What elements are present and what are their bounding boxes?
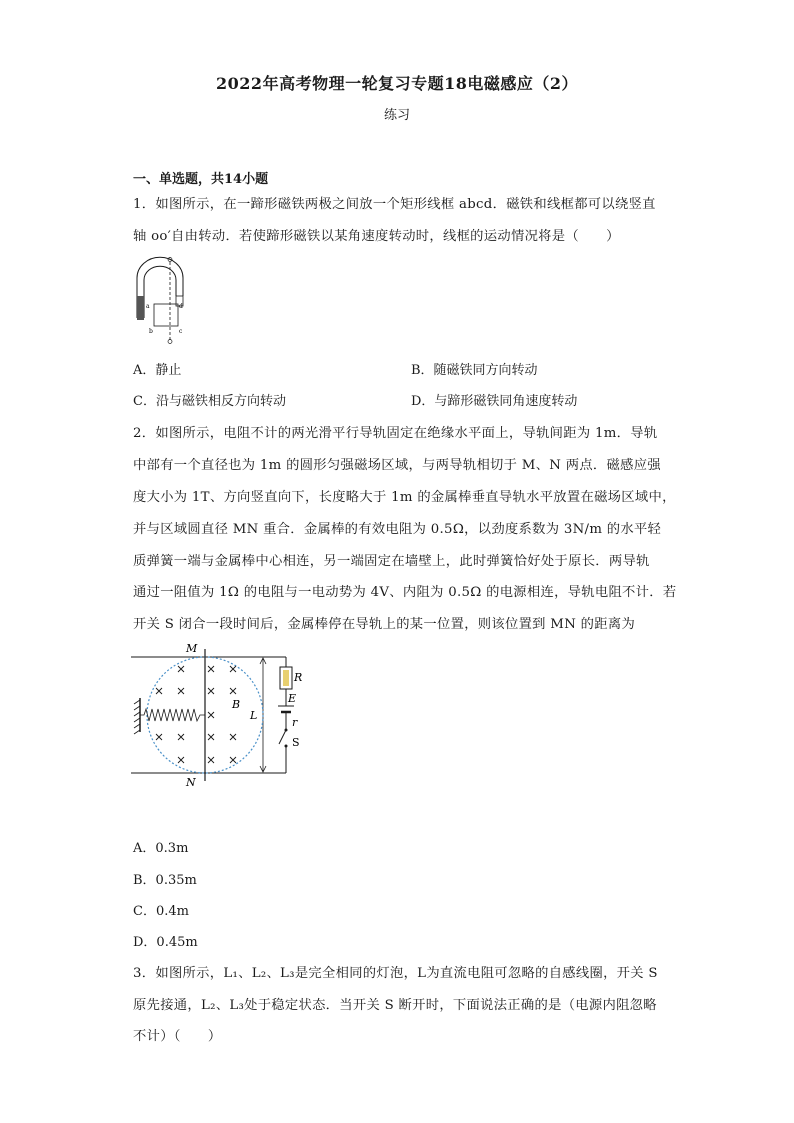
q1-option-d[interactable]: D．与蹄形磁铁同角速度转动 bbox=[411, 394, 578, 409]
q3-line-3: 不计）（ ） bbox=[133, 1029, 222, 1044]
q2-label-r-internal: r bbox=[292, 716, 298, 729]
q2-label-b: B bbox=[232, 698, 241, 711]
q1-label-b: b bbox=[149, 328, 153, 335]
q2-line-3: 度大小为 1T、方向竖直向下，长度略大于 1m 的金属棒垂直导轨水平放置在磁场区域中， bbox=[133, 490, 676, 505]
q2-label-s: S bbox=[292, 736, 300, 749]
q2-option-b[interactable]: B．0.35m bbox=[133, 873, 197, 888]
q2-label-e: E bbox=[288, 692, 297, 705]
q2-line-2: 中部有一个直径也为 1m 的圆形匀强磁场区域，与两导轨相切于 M、N 两点．磁感应强 bbox=[133, 458, 661, 473]
q2-label-r: R bbox=[294, 671, 303, 684]
q2-label-l: L bbox=[250, 709, 258, 722]
q1-coil-frame bbox=[154, 304, 178, 326]
q2-line-7: 开关 S 闭合一段时间后，金属棒停在导轨上的某一位置，则该位置到 MN 的距离为 bbox=[133, 617, 636, 632]
q3-line-1: 3．如图所示，L₁、L₂、L₃是完全相同的灯泡，L为直流电阻可忽略的自感线圈，开关 S bbox=[133, 966, 658, 981]
page-title: 2022年高考物理一轮复习专题18电磁感应（2） bbox=[216, 74, 578, 93]
q1-line-2: 轴 oo′自由转动．若使蹄形磁铁以某角速度转动时，线框的运动情况将是（ ） bbox=[133, 229, 620, 244]
q2-spring bbox=[140, 709, 205, 721]
page-subtitle: 练习 bbox=[383, 108, 410, 123]
q2-option-d[interactable]: D．0.45m bbox=[133, 935, 198, 950]
q2-line-6: 通过一阻值为 1Ω 的电阻与一电动势为 4V、内阻为 0.5Ω 的电源相连，导轨电阻不计．若 bbox=[133, 585, 677, 600]
q2-option-a[interactable]: A．0.3m bbox=[133, 841, 189, 856]
q2-line-5: 质弹簧一端与金属棒中心相连，另一端固定在墙壁上，此时弹簧恰好处于原长．两导轨 bbox=[133, 554, 650, 569]
q2-label-n: N bbox=[186, 776, 196, 789]
q1-option-c[interactable]: C．沿与磁铁相反方向转动 bbox=[133, 394, 286, 409]
q2-switch bbox=[279, 730, 286, 744]
q2-option-c[interactable]: C．0.4m bbox=[133, 904, 189, 919]
q3-line-2: 原先接通，L₂、L₃处于稳定状态．当开关 S 断开时，下面说法正确的是（电源内阻忽略 bbox=[133, 998, 657, 1013]
q2-label-m: M bbox=[186, 642, 198, 655]
q2-circuit-figure bbox=[126, 640, 316, 792]
q2-field-crosses bbox=[156, 666, 236, 763]
q2-line-1: 2．如图所示，电阻不计的两光滑平行导轨固定在绝缘水平面上，导轨间距为 1m．导轨 bbox=[133, 426, 658, 441]
q1-option-b[interactable]: B．随磁铁同方向转动 bbox=[411, 363, 538, 378]
q1-option-a[interactable]: A．静止 bbox=[133, 363, 182, 378]
q1-magnet-figure bbox=[132, 256, 192, 346]
q1-label-c: c bbox=[179, 328, 183, 335]
q1-magnet-pole-left bbox=[137, 296, 144, 320]
q1-label-a: a bbox=[146, 303, 150, 310]
q2-line-4: 并与区域圆直径 MN 重合．金属棒的有效电阻为 0.5Ω，以劲度系数为 3N/m 的水平轻 bbox=[133, 522, 662, 537]
section-heading: 一、单选题，共14小题 bbox=[133, 172, 269, 187]
q1-line-1: 1．如图所示，在一蹄形磁铁两极之间放一个矩形线框 abcd．磁铁和线框都可以绕竖直 bbox=[133, 197, 656, 212]
q1-label-d: d bbox=[179, 303, 183, 310]
